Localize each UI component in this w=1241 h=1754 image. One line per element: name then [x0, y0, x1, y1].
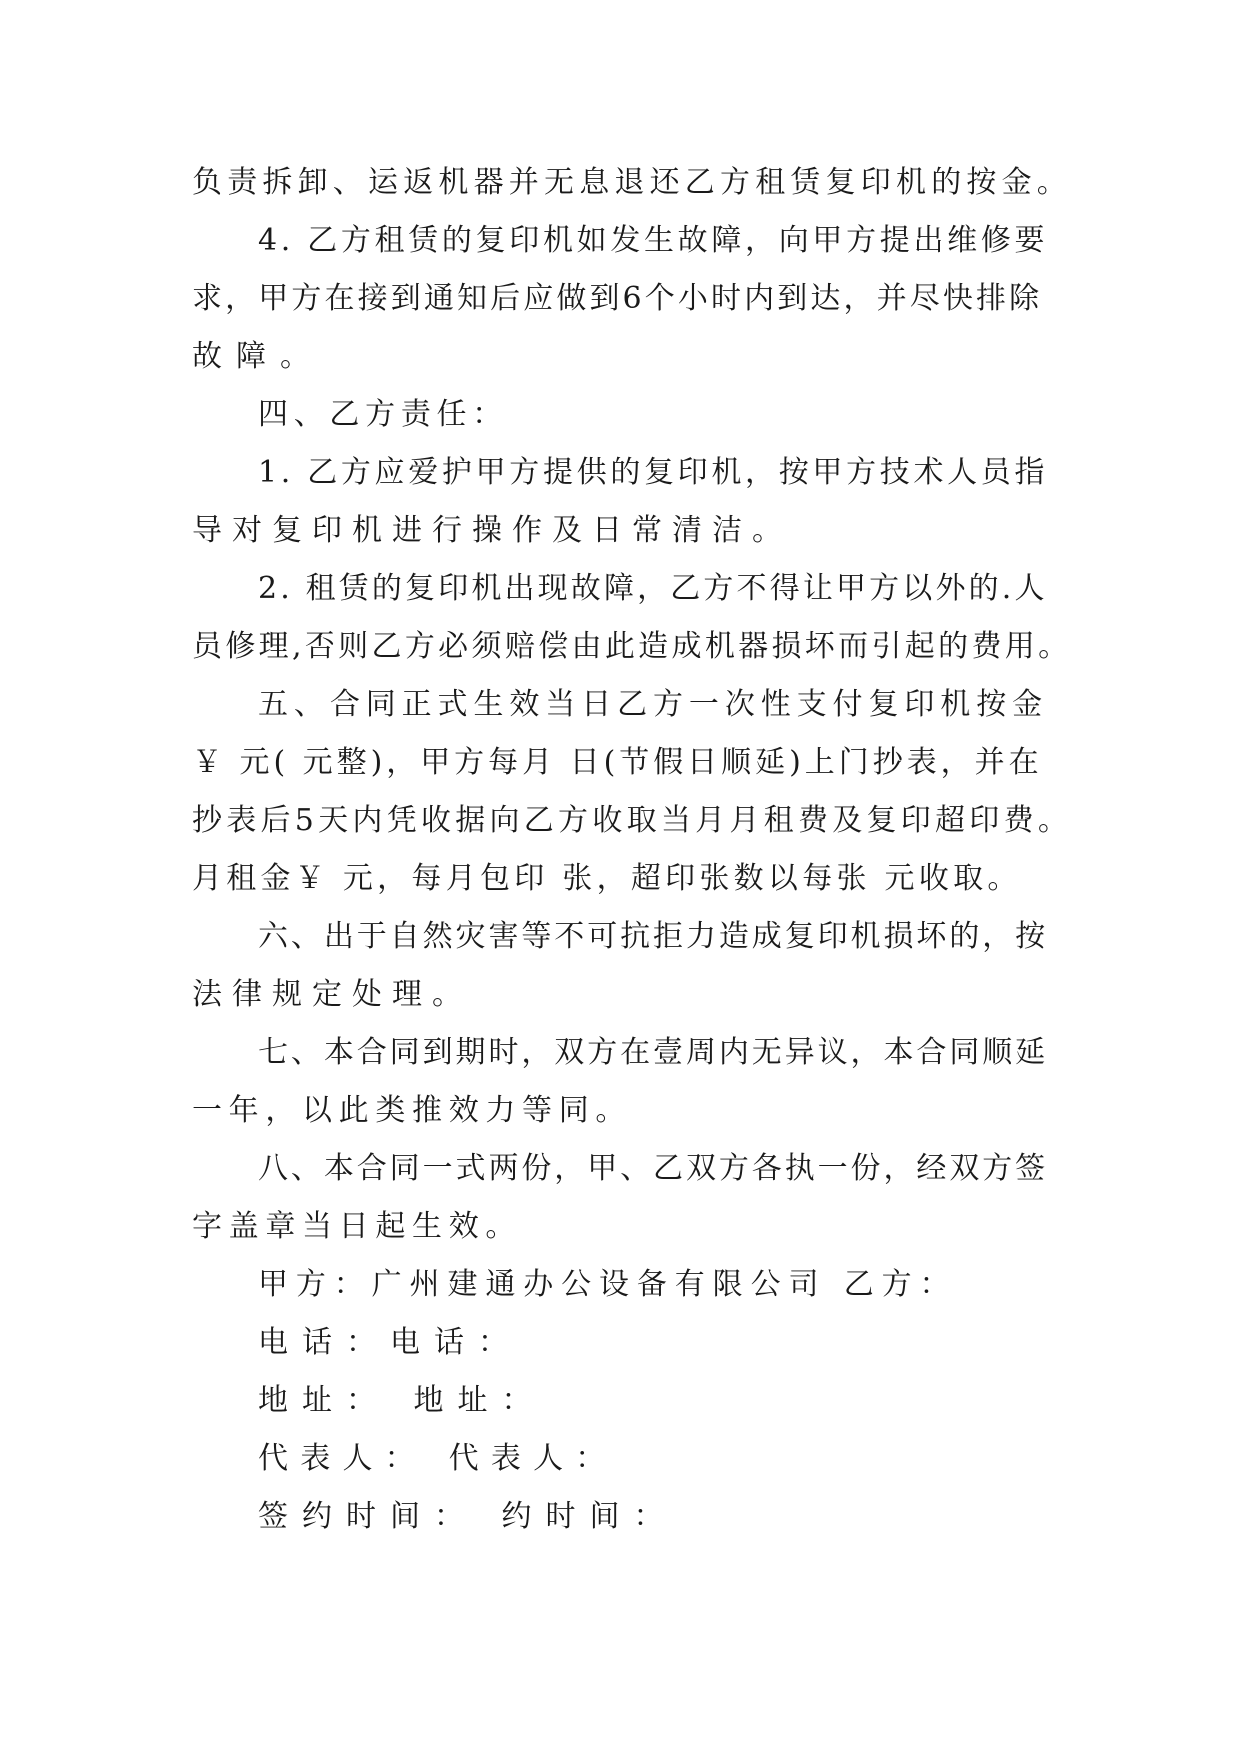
section-heading: 六、出于自然灾害等不可抗拒力造成复印机损坏的，按 [258, 919, 1049, 954]
section-heading: 五、合同正式生效当日乙方一次性支付复印机按金 [258, 687, 1049, 722]
signature-date-line: 签约时间： 约时间： [258, 1499, 678, 1534]
section-heading: 八、本合同一式两份，甲、乙双方各执一份，经双方签 [258, 1151, 1049, 1186]
signature-address-line: 地址： 地址： [258, 1383, 546, 1418]
text-line: 4. 乙方租赁的复印机如发生故障，向甲方提出维修要 [258, 223, 1049, 258]
text-line: 一年，以此类推效力等同。 [192, 1093, 633, 1128]
section-heading: 四、乙方责任： [258, 397, 508, 432]
text-line: ￥ 元( 元整)，甲方每月 日(节假日顺延)上门抄表，并在 [192, 745, 1043, 780]
text-line: 2. 租赁的复印机出现故障，乙方不得让甲方以外的.人 [258, 571, 1048, 606]
signature-representative-line: 代表人： 代表人： [258, 1441, 618, 1476]
text-line: 抄表后5天内凭收据向乙方收取当月月租费及复印超印费。 [192, 803, 1073, 838]
text-line: 故障。 [192, 339, 324, 374]
signature-party-line: 甲方：广州建通办公设备有限公司 乙方： [258, 1267, 958, 1302]
text-line: 月租金￥ 元，每月包印 张，超印张数以每张 元收取。 [192, 861, 1022, 896]
text-line: 员修理,否则乙方必须赔偿由此造成机器损坏而引起的费用。 [192, 629, 1072, 664]
section-heading: 七、本合同到期时，双方在壹周内无异议，本合同顺延 [258, 1035, 1049, 1070]
text-line: 字盖章当日起生效。 [192, 1209, 523, 1244]
text-line: 法律规定处理。 [192, 977, 472, 1012]
text-line: 求，甲方在接到通知后应做到6个小时内到达，并尽快排除 [192, 281, 1043, 316]
text-line: 负责拆卸、运返机器并无息退还乙方租赁复印机的按金。 [192, 165, 1072, 200]
text-line: 1. 乙方应爱护甲方提供的复印机，按甲方技术人员指 [258, 455, 1049, 490]
signature-phone-line: 电话：电话： [258, 1325, 522, 1360]
text-line: 导对复印机进行操作及日常清洁。 [192, 513, 792, 548]
